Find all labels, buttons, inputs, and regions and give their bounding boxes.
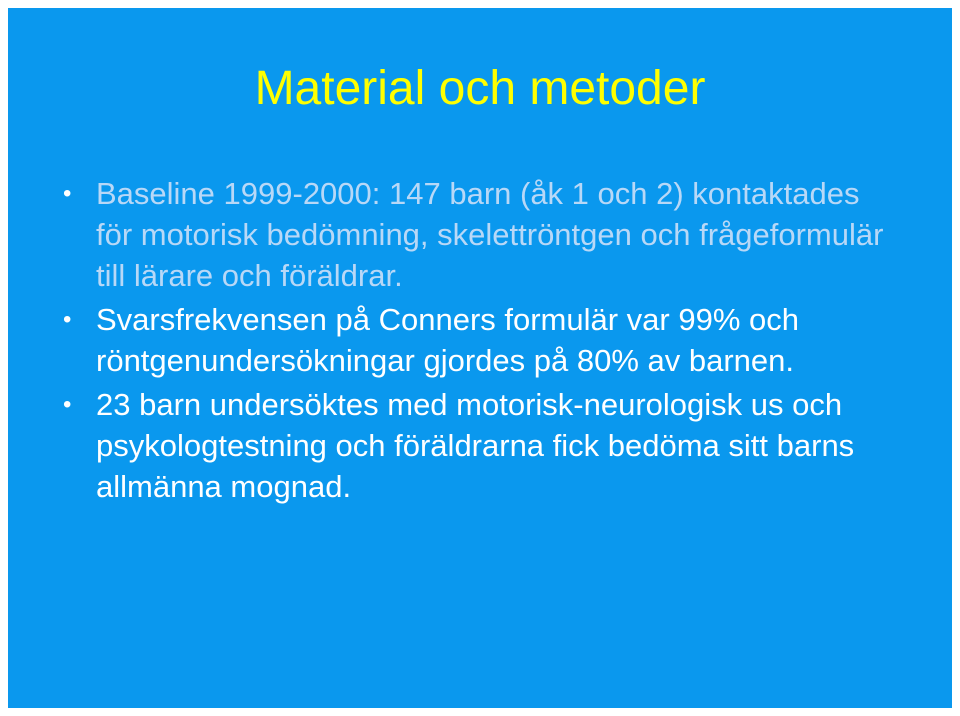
bullet-text: Baseline 1999-2000: 147 barn (åk 1 och 2) kontaktades för motorisk bedömning, skelettröntgen och frågeformulär till lärare och föräldrar. (96, 176, 884, 293)
bullet-icon: • (63, 391, 72, 418)
bullet-icon: • (63, 180, 72, 207)
bullet-item-2 (63, 299, 896, 381)
slide (8, 8, 952, 708)
bullet-item-3 (63, 384, 896, 507)
bullet-text: 23 barn undersöktes med motorisk-neurologisk us och psykologtestning och föräldrarna fick bedöma sitt barns allmänna mognad. (96, 387, 855, 504)
bullet-item-1 (63, 173, 896, 296)
bullet-icon: • (63, 306, 72, 333)
bullet-list (63, 173, 896, 510)
slide-title: Material och metoder (254, 62, 706, 115)
bullet-text: Svarsfrekvensen på Conners formulär var 99% och röntgenundersökningar gjordes på 80% av barnen. (96, 302, 799, 378)
